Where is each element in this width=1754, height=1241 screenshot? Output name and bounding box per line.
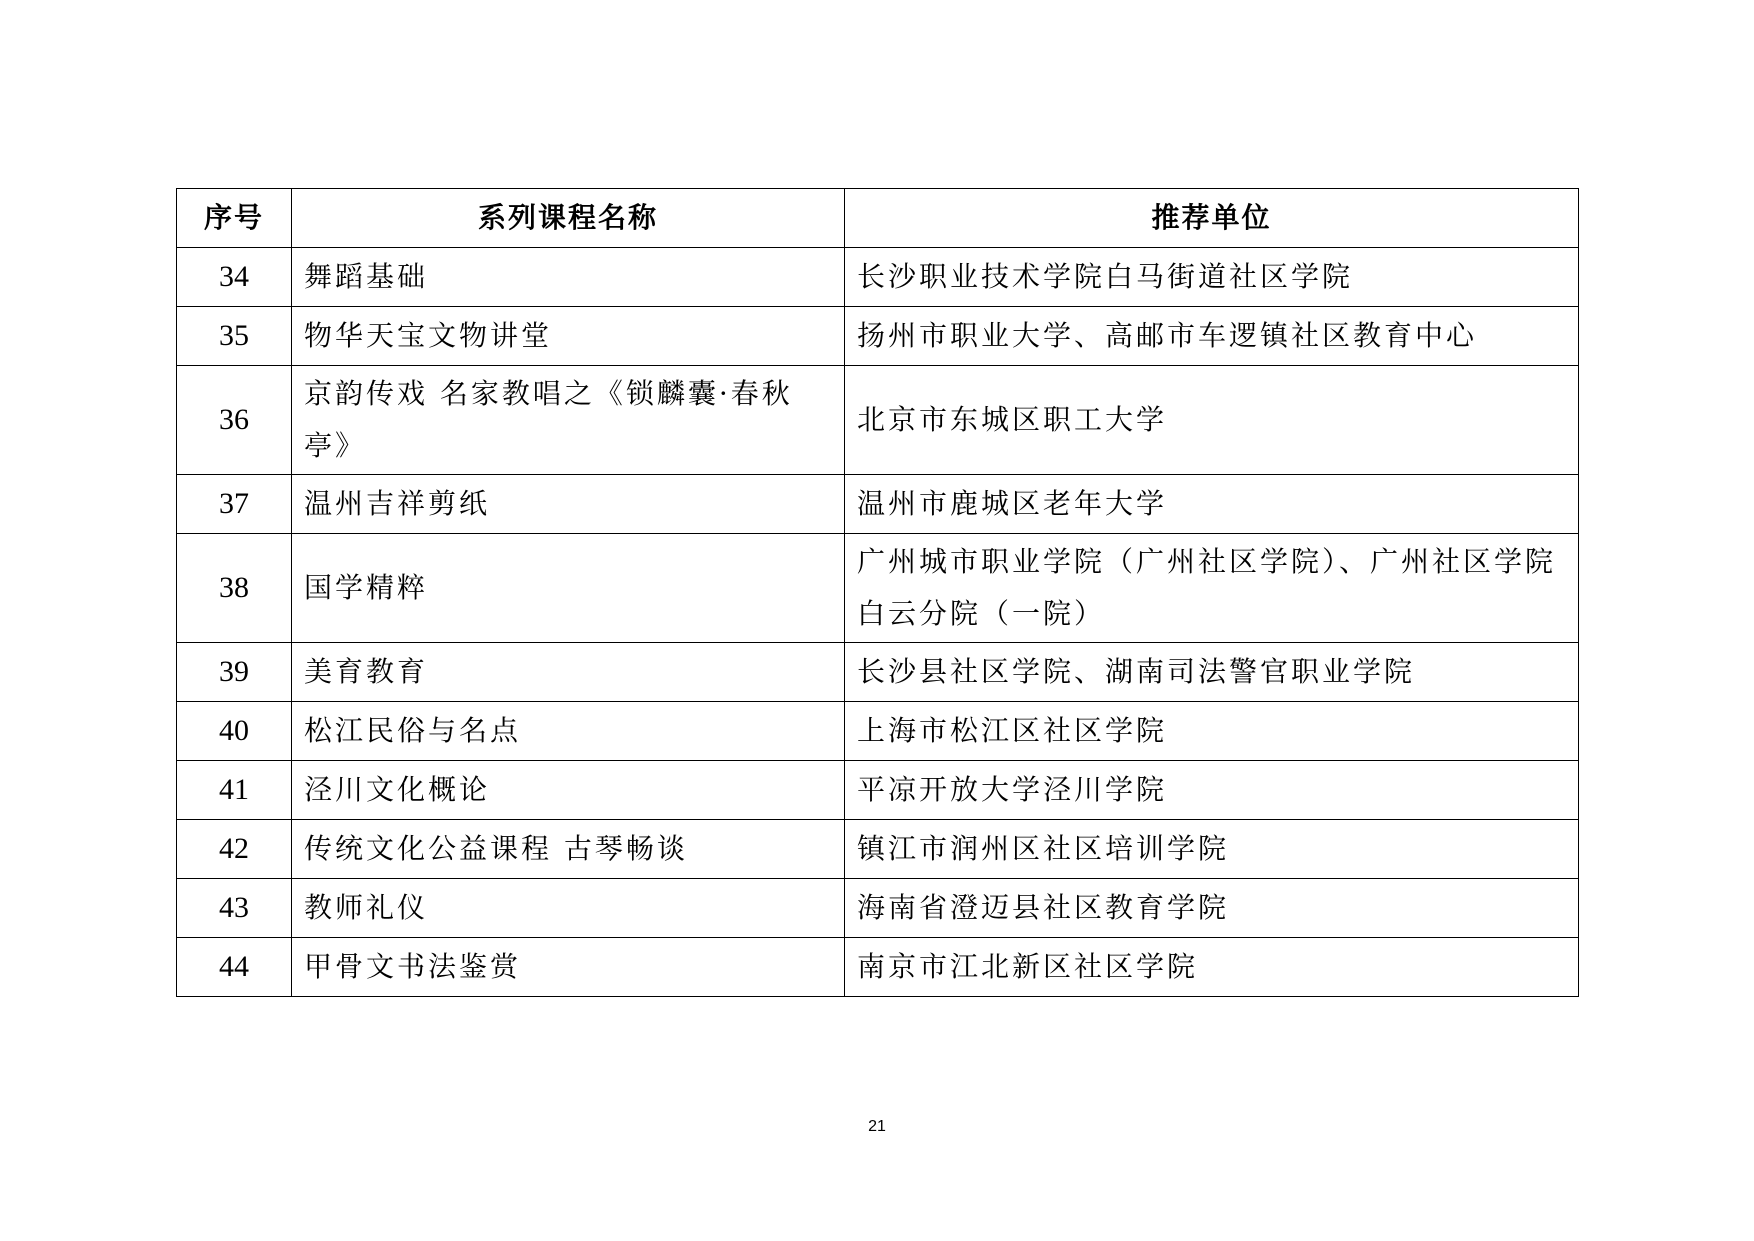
row-recommender: 温州市鹿城区老年大学 — [845, 475, 1579, 534]
row-recommender: 海南省澄迈县社区教育学院 — [845, 879, 1579, 938]
row-index: 39 — [177, 643, 292, 702]
row-index: 43 — [177, 879, 292, 938]
table-header-row — [177, 189, 1579, 248]
row-recommender: 长沙县社区学院、湖南司法警官职业学院 — [845, 643, 1579, 702]
row-index: 35 — [177, 307, 292, 366]
table-row — [177, 475, 1579, 534]
row-index: 37 — [177, 475, 292, 534]
row-course-name: 舞蹈基础 — [292, 248, 845, 307]
row-course-name: 传统文化公益课程 古琴畅谈 — [292, 820, 845, 879]
table-row — [177, 702, 1579, 761]
row-recommender: 南京市江北新区社区学院 — [845, 938, 1579, 997]
row-index: 38 — [177, 534, 292, 643]
row-recommender: 北京市东城区职工大学 — [845, 366, 1579, 475]
table-row — [177, 643, 1579, 702]
row-index: 34 — [177, 248, 292, 307]
row-index: 42 — [177, 820, 292, 879]
row-course-name: 物华天宝文物讲堂 — [292, 307, 845, 366]
table-row — [177, 761, 1579, 820]
row-recommender: 镇江市润州区社区培训学院 — [845, 820, 1579, 879]
row-index: 41 — [177, 761, 292, 820]
row-course-name: 温州吉祥剪纸 — [292, 475, 845, 534]
row-index: 36 — [177, 366, 292, 475]
course-table — [176, 188, 1579, 997]
row-index: 44 — [177, 938, 292, 997]
row-course-name: 京韵传戏 名家教唱之《锁麟囊·春秋亭》 — [292, 366, 845, 475]
page-number: 21 — [868, 1118, 886, 1135]
table-row — [177, 248, 1579, 307]
row-recommender: 扬州市职业大学、高邮市车逻镇社区教育中心 — [845, 307, 1579, 366]
row-recommender: 长沙职业技术学院白马街道社区学院 — [845, 248, 1579, 307]
table-row — [177, 366, 1579, 475]
table-row — [177, 879, 1579, 938]
row-course-name: 国学精粹 — [292, 534, 845, 643]
row-course-name: 教师礼仪 — [292, 879, 845, 938]
table-row — [177, 938, 1579, 997]
table-row — [177, 820, 1579, 879]
table-row — [177, 307, 1579, 366]
header-recommender: 推荐单位 — [845, 189, 1579, 248]
row-course-name: 美育教育 — [292, 643, 845, 702]
row-course-name: 松江民俗与名点 — [292, 702, 845, 761]
header-index: 序号 — [177, 189, 292, 248]
row-course-name: 泾川文化概论 — [292, 761, 845, 820]
row-recommender: 平凉开放大学泾川学院 — [845, 761, 1579, 820]
row-index: 40 — [177, 702, 292, 761]
row-recommender: 广州城市职业学院（广州社区学院）、广州社区学院白云分院（一院） — [845, 534, 1579, 643]
header-course-name: 系列课程名称 — [292, 189, 845, 248]
row-recommender: 上海市松江区社区学院 — [845, 702, 1579, 761]
table-row — [177, 534, 1579, 643]
row-course-name: 甲骨文书法鉴赏 — [292, 938, 845, 997]
